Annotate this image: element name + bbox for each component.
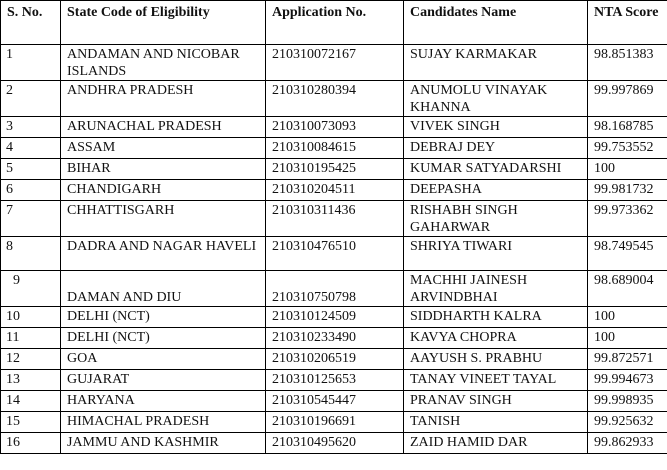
table-row xyxy=(1,180,667,201)
cell-candidate-name: RISHABH SINGH GAHARWAR xyxy=(404,201,588,237)
cell-sno: 2 xyxy=(1,81,61,117)
cell-nta-score: 99.994673 xyxy=(588,370,667,391)
cell-candidate-name: SUJAY KARMAKAR xyxy=(404,45,588,81)
cell-application-no: 210310311436 xyxy=(266,201,404,237)
cell-nta-score: 99.753552 xyxy=(588,138,667,159)
cell-sno: 6 xyxy=(1,180,61,201)
cell-application-no: 210310084615 xyxy=(266,138,404,159)
table-row xyxy=(1,201,667,237)
cell-application-no: 210310545447 xyxy=(266,391,404,412)
cell-candidate-name: ZAID HAMID DAR xyxy=(404,433,588,454)
cell-candidate-name: TANAY VINEET TAYAL xyxy=(404,370,588,391)
table-row xyxy=(1,237,667,271)
header-candidate-name: Candidates Name xyxy=(404,1,588,45)
cell-application-no: 210310280394 xyxy=(266,81,404,117)
cell-nta-score: 99.925632 xyxy=(588,412,667,433)
cell-nta-score: 100 xyxy=(588,307,667,328)
cell-state: HIMACHAL PRADESH xyxy=(61,412,266,433)
cell-state: BIHAR xyxy=(61,159,266,180)
cell-application-no: 210310476510 xyxy=(266,237,404,271)
cell-application-no: 210310204511 xyxy=(266,180,404,201)
cell-state: GOA xyxy=(61,349,266,370)
cell-nta-score: 99.973362 xyxy=(588,201,667,237)
cell-application-no: 210310125653 xyxy=(266,370,404,391)
cell-sno: 8 xyxy=(1,237,61,271)
cell-sno: 14 xyxy=(1,391,61,412)
table-row xyxy=(1,45,667,81)
table-row xyxy=(1,412,667,433)
cell-candidate-name: DEEPASHA xyxy=(404,180,588,201)
table-row xyxy=(1,433,667,454)
cell-nta-score: 99.997869 xyxy=(588,81,667,117)
cell-candidate-name: KAVYA CHOPRA xyxy=(404,328,588,349)
cell-nta-score: 98.168785 xyxy=(588,117,667,138)
cell-state: GUJARAT xyxy=(61,370,266,391)
cell-candidate-name: DEBRAJ DEY xyxy=(404,138,588,159)
cell-sno: 4 xyxy=(1,138,61,159)
table-row xyxy=(1,138,667,159)
cell-nta-score: 98.689004 xyxy=(588,271,667,307)
cell-candidate-name: VIVEK SINGH xyxy=(404,117,588,138)
table-row xyxy=(1,117,667,138)
cell-candidate-name: MACHHI JAINESH ARVINDBHAI xyxy=(404,271,588,307)
cell-sno: 9 xyxy=(1,271,61,307)
cell-sno: 1 xyxy=(1,45,61,81)
cell-application-no: 210310072167 xyxy=(266,45,404,81)
table-row xyxy=(1,81,667,117)
cell-sno: 5 xyxy=(1,159,61,180)
table-row xyxy=(1,349,667,370)
cell-candidate-name: AAYUSH S. PRABHU xyxy=(404,349,588,370)
cell-state: JAMMU AND KASHMIR xyxy=(61,433,266,454)
cell-nta-score: 99.998935 xyxy=(588,391,667,412)
cell-state: ASSAM xyxy=(61,138,266,159)
cell-sno: 13 xyxy=(1,370,61,391)
header-sno: S. No. xyxy=(1,1,61,45)
cell-candidate-name: SHRIYA TIWARI xyxy=(404,237,588,271)
cell-nta-score: 99.872571 xyxy=(588,349,667,370)
table-row xyxy=(1,370,667,391)
cell-sno: 12 xyxy=(1,349,61,370)
cell-state: ANDAMAN AND NICOBAR ISLANDS xyxy=(61,45,266,81)
cell-state: DADRA AND NAGAR HAVELI xyxy=(61,237,266,271)
cell-sno: 10 xyxy=(1,307,61,328)
cell-state: DAMAN AND DIU xyxy=(61,271,266,307)
table-row xyxy=(1,159,667,180)
cell-state: DELHI (NCT) xyxy=(61,328,266,349)
cell-application-no: 210310233490 xyxy=(266,328,404,349)
cell-application-no: 210310495620 xyxy=(266,433,404,454)
header-nta-score: NTA Score xyxy=(588,1,667,45)
cell-candidate-name: ANUMOLU VINAYAK KHANNA xyxy=(404,81,588,117)
cell-nta-score: 98.851383 xyxy=(588,45,667,81)
cell-state: ANDHRA PRADESH xyxy=(61,81,266,117)
cell-sno: 7 xyxy=(1,201,61,237)
cell-candidate-name: TANISH xyxy=(404,412,588,433)
cell-nta-score: 98.749545 xyxy=(588,237,667,271)
cell-state: CHHATTISGARH xyxy=(61,201,266,237)
cell-sno: 11 xyxy=(1,328,61,349)
table-row xyxy=(1,328,667,349)
cell-nta-score: 99.862933 xyxy=(588,433,667,454)
table-row xyxy=(1,271,667,307)
cell-nta-score: 100 xyxy=(588,328,667,349)
header-application-no: Application No. xyxy=(266,1,404,45)
cell-application-no: 210310073093 xyxy=(266,117,404,138)
cell-nta-score: 99.981732 xyxy=(588,180,667,201)
cell-sno: 15 xyxy=(1,412,61,433)
cell-state: HARYANA xyxy=(61,391,266,412)
cell-sno: 3 xyxy=(1,117,61,138)
cell-state: CHANDIGARH xyxy=(61,180,266,201)
cell-application-no: 210310206519 xyxy=(266,349,404,370)
cell-application-no: 210310124509 xyxy=(266,307,404,328)
cell-application-no: 210310196691 xyxy=(266,412,404,433)
cell-state: DELHI (NCT) xyxy=(61,307,266,328)
cell-application-no: 210310195425 xyxy=(266,159,404,180)
cell-candidate-name: PRANAV SINGH xyxy=(404,391,588,412)
cell-candidate-name: SIDDHARTH KALRA xyxy=(404,307,588,328)
table-row xyxy=(1,391,667,412)
cell-nta-score: 100 xyxy=(588,159,667,180)
table-row xyxy=(1,307,667,328)
cell-candidate-name: KUMAR SATYADARSHI xyxy=(404,159,588,180)
cell-sno: 16 xyxy=(1,433,61,454)
cell-state: ARUNACHAL PRADESH xyxy=(61,117,266,138)
cell-application-no: 210310750798 xyxy=(266,271,404,307)
header-state: State Code of Eligibility xyxy=(61,1,266,45)
header-row xyxy=(1,1,667,45)
